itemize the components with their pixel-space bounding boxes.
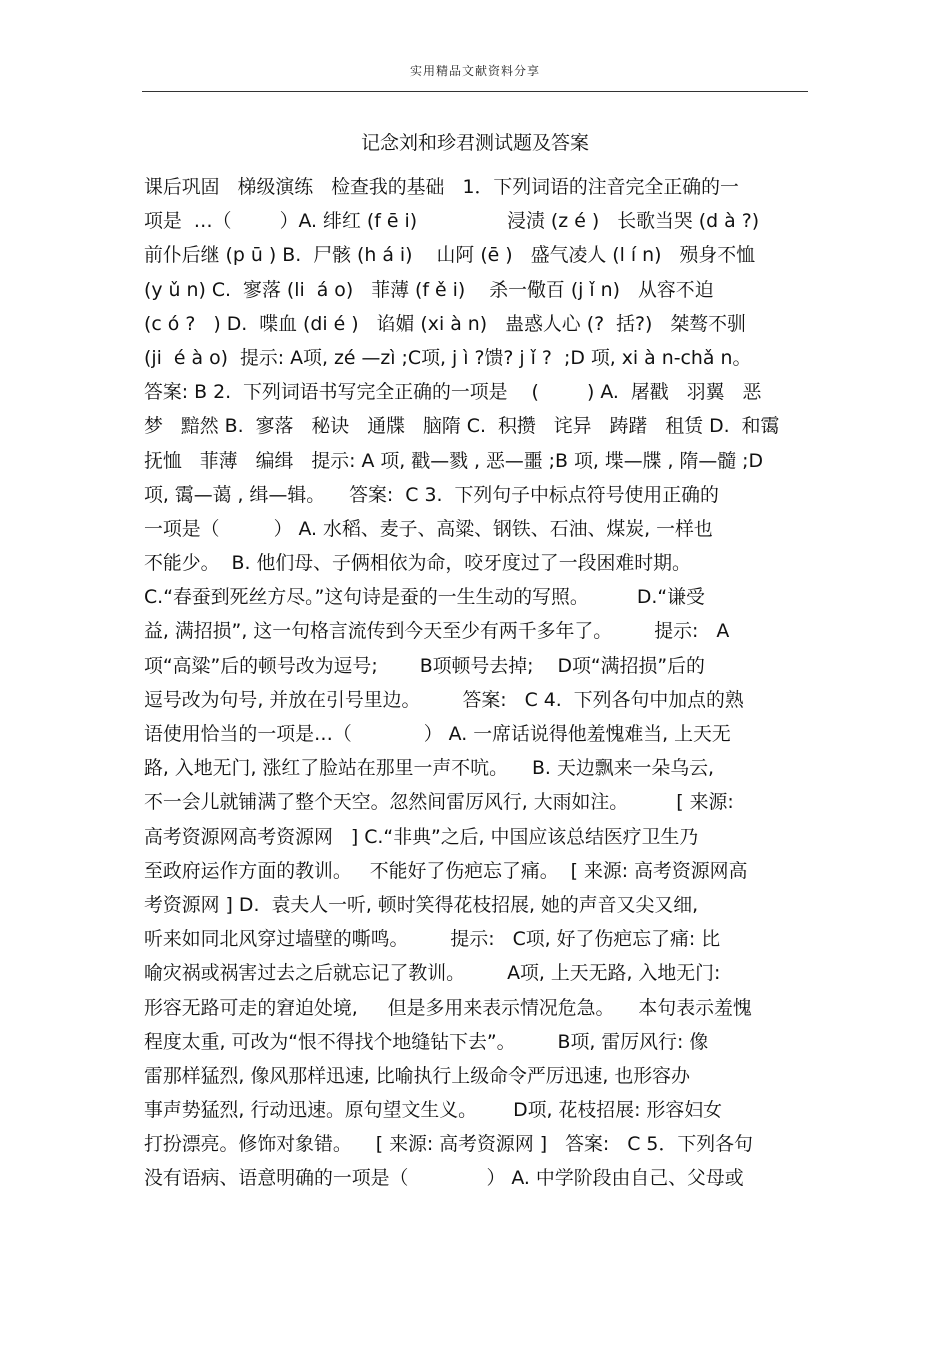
text-line: 考资源网 ] D. 袁夫人一听, 顿时笑得花枝招展, 她的声音又尖又细, [144, 893, 699, 916]
text-line: 听来如同北风穿过墙壁的嘶鸣。 提示: C项, 好了伤疤忘了痛: 比 [144, 928, 721, 951]
text-line: C.“春蚕到死丝方尽。”这句诗是蚕的一生生动的写照。 D.“谦受 [144, 586, 705, 609]
text-line: 课后巩固 梯级演练 检查我的基础 1．下列词语的注音完全正确的一 [144, 176, 739, 198]
text-line: 逗号改为句号, 并放在引号里边。 答案: C 4. 下列各句中加点的熟 [144, 688, 744, 711]
document-title: 记念刘和珍君测试题及答案 [360, 132, 589, 154]
text-line: 前仆后继 (p ū ) B. 尸骸 (h á i) 山阿 (ē ) 盛气凌人 (l í n) 殒身不恤 [144, 244, 756, 267]
text-line: 路, 入地无门, 涨红了脸站在那里一声不吭。 B. 天边飘来一朵乌云, [144, 757, 715, 780]
text-line: 项“高粱”后的顿号改为逗号; B项顿号去掉; D项“满招损”后的 [144, 654, 705, 677]
text-line: (c ó ? ) D. 喋血 (di é ) 谄媚 (xi à n) 蛊惑人心 (? 括?) 桀骜不驯 [144, 312, 746, 335]
text-line: 不能少。 B. 他们母、子俩相依为命，咬牙度过了一段困难时期。 [144, 552, 691, 575]
text-line: 项是 …（ ）A. 绯红 (f ē i) 浸渍 (z é ) 长歌当哭 (d à ?) [144, 210, 760, 233]
text-line: 至政府运作方面的教训。 不能好了伤疤忘了痛。 [ 来源: 高考资源网高 [144, 859, 748, 882]
text-line: 项, 霭—蔼 , 缉—辑。 答案: C 3. 下列句子中标点符号使用正确的 [144, 483, 719, 506]
document-body [144, 170, 812, 1196]
text-line: 抚恤 菲薄 编缉 提示: A 项, 戳—戮 , 恶—噩 ;B 项, 堞—牒 , 隋—髓 ;D [144, 449, 764, 472]
text-line: 雷那样猛烈, 像风那样迅速, 比喻执行上级命令严厉迅速, 也形容办 [144, 1064, 690, 1087]
text-line: 不一会儿就铺满了整个天空。忽然间雷厉风行, 大雨如注。 [ 来源: [144, 791, 734, 814]
header-divider [142, 91, 808, 92]
text-line: (y ǔ n) C. 寥落 (li á o) 菲薄 (f ě i) 杀一儆百 (j ǐ n) 从容不迫 [144, 278, 714, 301]
text-line: 高考资源网高考资源网 ] C.“非典”之后, 中国应该总结医疗卫生乃 [144, 825, 699, 848]
page-header: 实用精品文献资料分享 [409, 64, 540, 78]
text-line: 答案: B 2. 下列词语书写完全正确的一项是 ( ) A. 屠戳 羽翼 恶 [144, 381, 762, 404]
text-line: 喻灾祸或祸害过去之后就忘记了教训。 A项, 上天无路, 入地无门: [144, 962, 721, 985]
text-line: 语使用恰当的一项是…（ ） A. 一席话说得他羞愧难当, 上天无 [144, 723, 731, 745]
text-line: 没有语病、语意明确的一项是（ ） A. 中学阶段由自己、父母或 [144, 1167, 744, 1190]
text-line: (ji é à o) 提示: A项, zé —zì ;C项, j ì ?馈? j ǐ ? ;D 项, xi à n-chǎ n。 [144, 346, 752, 369]
text-line: 打扮漂亮。修饰对象错。 [ 来源: 高考资源网 ] 答案: C 5．下列各句 [144, 1133, 753, 1156]
text-line: 一项是（ ） A. 水稻、麦子、高粱、钢铁、石油、煤炭, 一样也 [144, 517, 713, 540]
text-line: 事声势猛烈, 行动迅速。原句望文生义。 D项, 花枝招展: 形容妇女 [144, 1099, 722, 1122]
text-line: 益, 满招损”, 这一句格言流传到今天至少有两千多年了。 提示: A [144, 620, 730, 643]
text-line: 形容无路可走的窘迫处境, 但是多用来表示情况危急。 本句表示羞愧 [144, 996, 752, 1019]
text-line: 梦 黯然 B. 寥落 秘诀 通牒 脑隋 C. 积攒 诧异 踌躇 租赁 D. 和霭 [144, 415, 780, 438]
text-line: 程度太重, 可改为“恨不得找个地缝钻下去”。 B项, 雷厉风行: 像 [144, 1030, 709, 1053]
